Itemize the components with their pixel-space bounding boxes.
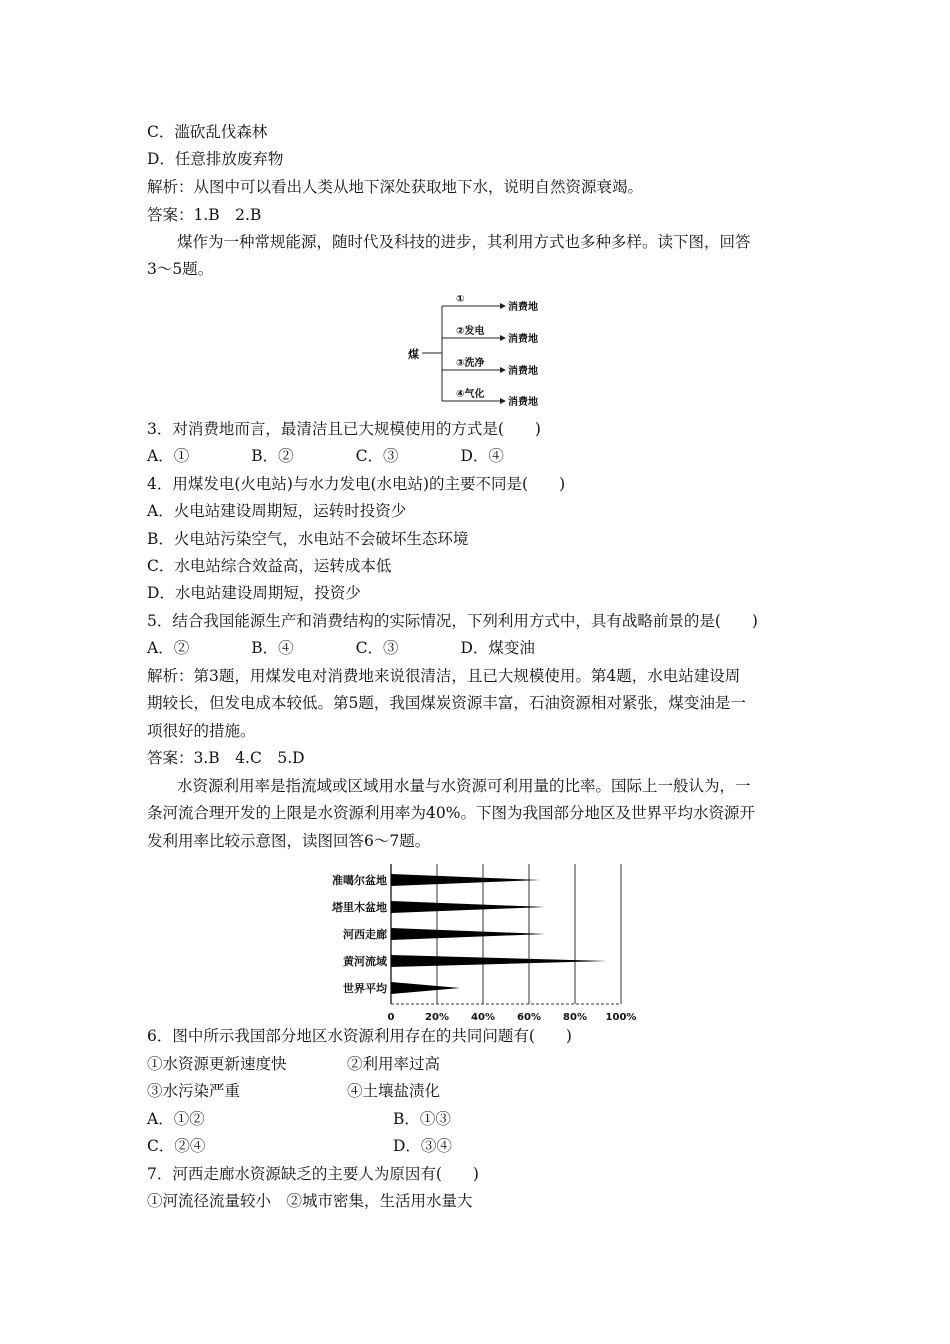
bar: [391, 874, 541, 886]
question-3-options: A．① B．② C．③ D．④: [147, 447, 504, 465]
explanation-2-line-1: 解析：第3题，用煤发电对消费地来说很清洁，且已大规模使用。第4题，水电站建设周: [147, 667, 741, 685]
category-label: 黄河流域: [343, 955, 387, 968]
question-7-items: ①河流径流量较小 ②城市密集，生活用水量大: [147, 1192, 473, 1210]
question-4: 4．用煤发电(火电站)与水力发电(水电站)的主要不同是( ): [147, 475, 566, 493]
question-5: 5．结合我国能源生产和消费结构的实际情况，下列利用方式中，具有战略前景的是( ): [147, 612, 758, 630]
coal-branch: [442, 324, 538, 345]
x-tick-label: 40%: [471, 1012, 495, 1023]
bar: [391, 901, 545, 913]
question-6-item-4: ④土壤盐渍化: [347, 1082, 441, 1100]
explanation-2-line-3: 项很好的措施。: [147, 722, 256, 740]
line-option-c: C．滥砍乱伐森林: [147, 123, 268, 141]
question-6-item-2: ②利用率过高: [347, 1055, 441, 1073]
question-6-option-d: D．③④: [393, 1137, 452, 1155]
question-4-option-d: D．水电站建设周期短，投资少: [147, 584, 361, 602]
coal-usage-diagram: [400, 288, 560, 413]
intro-water-2: 条河流合理开发的上限是水资源利用率为40%。下图为我国部分地区及世界平均水资源开: [147, 804, 755, 822]
explanation-2-line-2: 期较长，但发电成本较低。第5题，我国煤炭资源丰富，石油资源相对紧张，煤变油是一: [147, 694, 746, 712]
question-6-option-c: C．②④: [147, 1137, 206, 1155]
intro-water-3: 发利用率比较示意图，读图回答6～7题。: [147, 832, 431, 850]
intro-coal-2: 3～5题。: [147, 260, 214, 278]
bar: [391, 928, 545, 940]
coal-branch: [442, 294, 538, 313]
answer-1: 答案：1.B 2.B: [147, 206, 262, 224]
x-tick-label: 0: [387, 1012, 395, 1023]
intro-coal-1: 煤作为一种常规能源，随时代及科技的进步，其利用方式也多种多样。读下图，回答: [177, 233, 751, 251]
question-6: 6．图中所示我国部分地区水资源利用存在的共同问题有( ): [147, 1027, 572, 1045]
question-7: 7．河西走廊水资源缺乏的主要人为原因有( ): [147, 1165, 479, 1183]
question-5-options: A．② B．④ C．③ D．煤变油: [147, 639, 535, 657]
category-label: 河西走廊: [343, 928, 387, 941]
question-6-option-b: B．①③: [393, 1110, 451, 1128]
x-tick-label: 60%: [517, 1012, 541, 1023]
coal-label: 煤: [408, 348, 419, 361]
consumer-label: 消费地: [508, 366, 538, 377]
x-tick-label: 100%: [605, 1012, 637, 1023]
explanation-1: 解析：从图中可以看出人类从地下深处获取地下水，说明自然资源衰竭。: [147, 178, 644, 196]
question-4-option-c: C．水电站综合效益高，运转成本低: [147, 557, 392, 575]
consumer-label: 消费地: [508, 397, 538, 408]
answer-2: 答案：3.B 4.C 5.D: [147, 749, 305, 767]
category-label: 塔里木盆地: [332, 901, 387, 914]
question-4-option-a: A．火电站建设周期短，运转时投资少: [147, 502, 407, 520]
x-tick-label: 20%: [425, 1012, 449, 1023]
question-6-item-3: ③水污染严重: [147, 1082, 241, 1100]
coal-branch: [442, 387, 538, 408]
category-label: 世界平均: [343, 982, 387, 995]
coal-branch-label: ①: [456, 294, 465, 305]
question-6-option-a: A．①②: [147, 1110, 205, 1128]
question-4-option-b: B．火电站污染空气，水电站不会破坏生态环境: [147, 530, 469, 548]
category-label: 准噶尔盆地: [332, 874, 387, 887]
coal-branch-label: ④气化: [456, 389, 485, 400]
intro-water-1: 水资源利用率是指流域或区域用水量与水资源可利用量的比率。国际上一般认为，一: [177, 777, 751, 795]
consumer-label: 消费地: [508, 334, 538, 345]
coal-branch: [442, 356, 538, 377]
coal-branch-label: ②发电: [456, 326, 485, 337]
line-option-d: D．任意排放废弃物: [147, 150, 284, 168]
x-tick-label: 80%: [563, 1012, 587, 1023]
bar: [391, 982, 460, 994]
question-6-item-1: ①水资源更新速度快: [147, 1055, 287, 1073]
water-utilization-chart: [310, 862, 640, 1024]
question-3: 3．对消费地而言，最清洁且已大规模使用的方式是( ): [147, 420, 541, 438]
consumer-label: 消费地: [508, 302, 538, 313]
coal-branch-label: ③洗净: [456, 358, 485, 369]
